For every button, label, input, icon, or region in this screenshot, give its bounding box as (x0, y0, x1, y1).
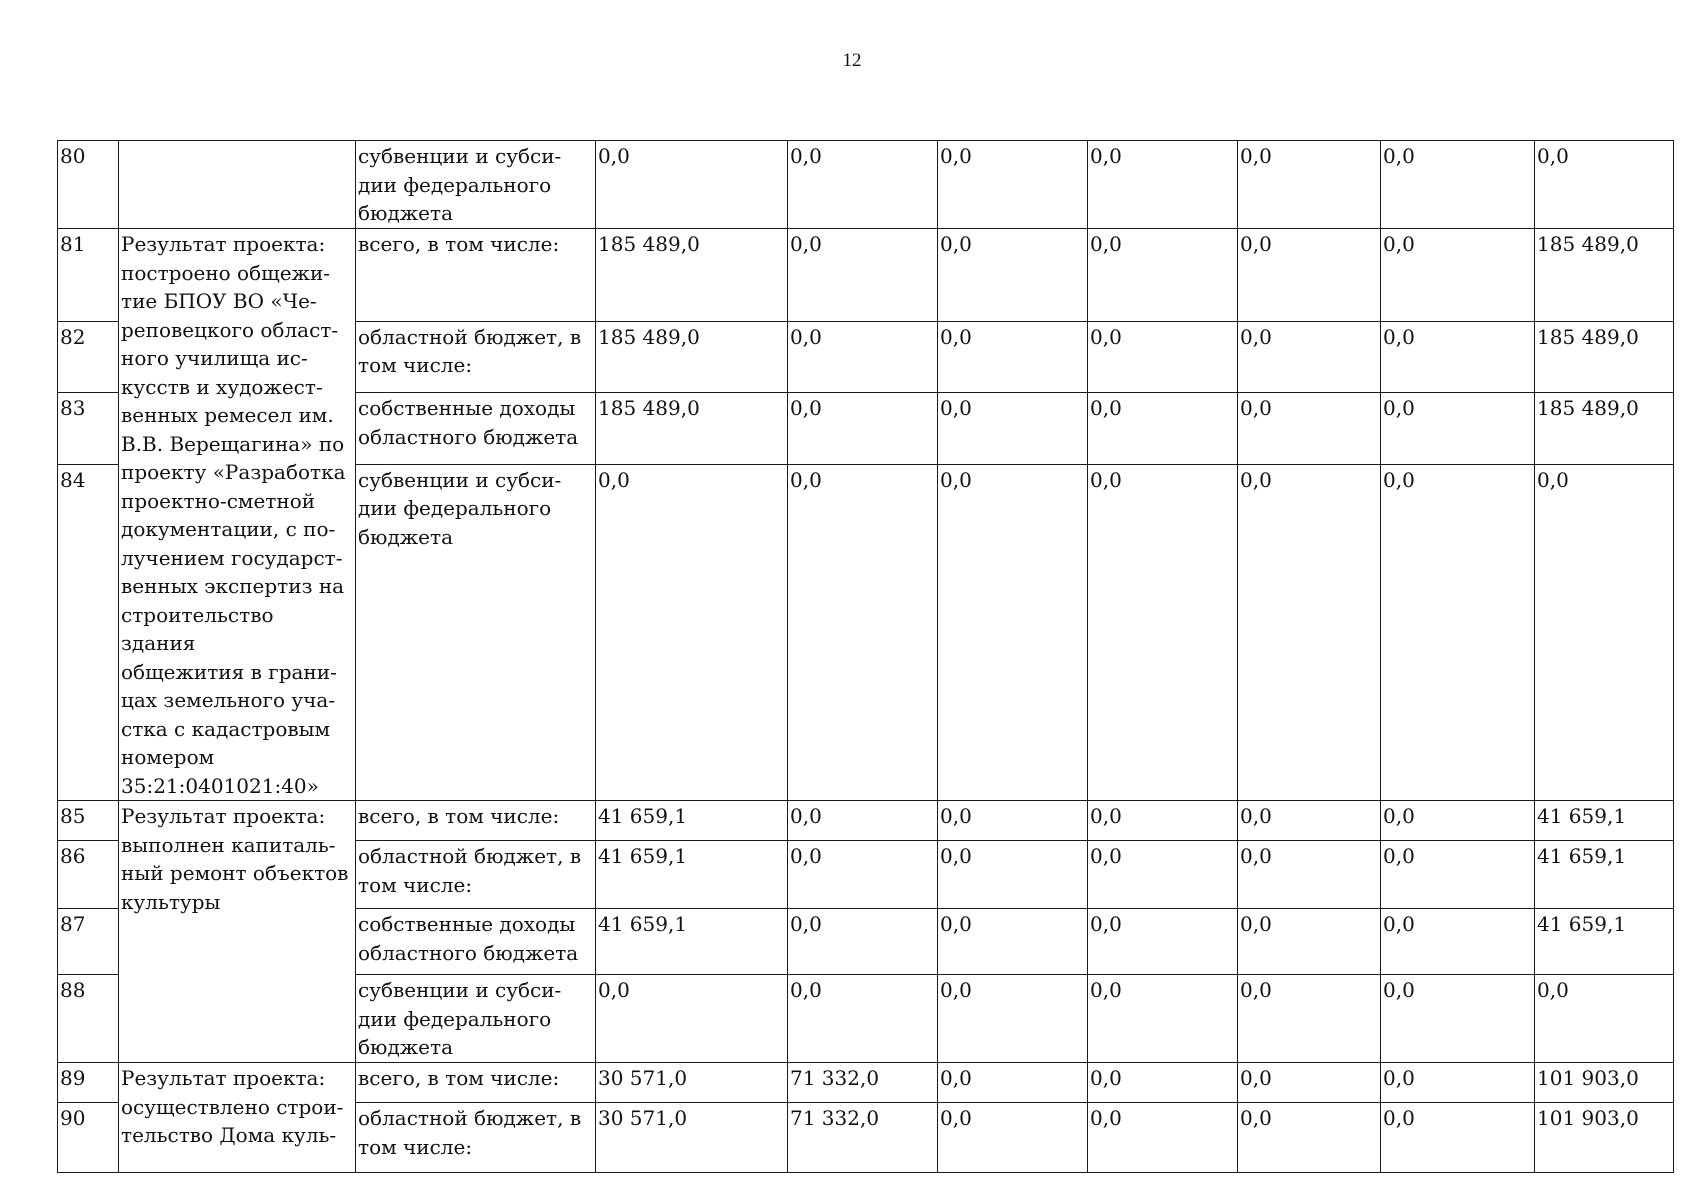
value-cell: 0,0 (1088, 141, 1238, 229)
value-cell: 0,0 (938, 801, 1088, 841)
row-number: 89 (58, 1063, 119, 1103)
value-cell: 0,0 (1238, 464, 1381, 800)
value-cell: 0,0 (938, 229, 1088, 322)
funding-source-text: областной бюджет, в том числе: (358, 844, 582, 897)
value-cell: 0,0 (1088, 229, 1238, 322)
value-total: 41 659,1 (1535, 801, 1674, 841)
value-cell: 0,0 (1088, 321, 1238, 393)
value-cell: 0,0 (938, 909, 1088, 975)
value-cell: 0,0 (1088, 1063, 1238, 1103)
funding-source-label (356, 909, 596, 975)
value-cell: 0,0 (596, 141, 788, 229)
page-number: 12 (842, 50, 862, 71)
value-cell: 0,0 (1381, 801, 1535, 841)
value-total: 0,0 (1535, 975, 1674, 1063)
value-total: 101 903,0 (1535, 1063, 1674, 1103)
value-cell: 71 332,0 (788, 1103, 938, 1173)
value-total: 0,0 (1535, 464, 1674, 800)
project-result-lines: Результат проекта: выполнен капиталь- ный ремонт объектов культуры (121, 804, 349, 914)
value-cell: 0,0 (1088, 464, 1238, 800)
budget-table (57, 140, 1674, 1173)
table-row (58, 801, 1674, 841)
funding-source-label (356, 321, 596, 393)
value-cell: 0,0 (788, 801, 938, 841)
table-body (58, 141, 1674, 1173)
row-number: 82 (58, 321, 119, 393)
value-cell: 0,0 (788, 393, 938, 465)
value-cell: 185 489,0 (596, 229, 788, 322)
value-cell: 0,0 (1381, 393, 1535, 465)
project-result-lines: Результат проекта: осуществлено строи- тельство Дома куль- (121, 1066, 344, 1147)
value-cell: 0,0 (1238, 1063, 1381, 1103)
value-cell: 71 332,0 (788, 1063, 938, 1103)
value-cell: 0,0 (1088, 801, 1238, 841)
value-cell: 0,0 (1381, 1103, 1535, 1173)
value-cell: 0,0 (1381, 975, 1535, 1063)
funding-source-text: субвенции и субси- дии федерального бюджета (358, 144, 562, 225)
row-number: 80 (58, 141, 119, 229)
value-cell: 0,0 (1238, 801, 1381, 841)
value-cell: 0,0 (1238, 229, 1381, 322)
value-total: 41 659,1 (1535, 841, 1674, 909)
value-cell: 0,0 (1381, 1063, 1535, 1103)
value-total: 101 903,0 (1535, 1103, 1674, 1173)
row-number: 88 (58, 975, 119, 1063)
row-number: 86 (58, 841, 119, 909)
funding-source-label (356, 393, 596, 465)
value-cell: 0,0 (1088, 909, 1238, 975)
value-cell: 0,0 (938, 975, 1088, 1063)
funding-source-text: областной бюджет, в том числе: (358, 1106, 582, 1159)
value-cell: 0,0 (938, 141, 1088, 229)
value-cell: 0,0 (1238, 321, 1381, 393)
value-cell: 0,0 (1238, 909, 1381, 975)
value-cell: 0,0 (1088, 393, 1238, 465)
result-cell-empty (119, 141, 356, 229)
project-result-lines: Результат проекта: построено общежи- тие БПОУ ВО «Че- реповецкого област- ного училища ис- кусств и художест- венных ремесел им. В.В. Верещагина» по проекту «Разработка проектно-сметной документации, с по- лучением государст- венных экспертиз на строительство здания общежития в грани- цах земельного уча- стка с кадастровым номером 35:21:0401021:40» (121, 232, 346, 798)
value-cell: 0,0 (788, 229, 938, 322)
funding-source-text: областной бюджет, в том числе: (358, 324, 582, 378)
value-cell: 0,0 (1381, 464, 1535, 800)
value-cell: 41 659,1 (596, 841, 788, 909)
funding-source-label (356, 841, 596, 909)
value-cell: 0,0 (1088, 1103, 1238, 1173)
funding-source-text: субвенции и субси- дии федерального бюджета (358, 467, 562, 549)
row-number: 90 (58, 1103, 119, 1173)
value-cell: 0,0 (1381, 321, 1535, 393)
project-result-text (119, 801, 356, 1063)
value-cell: 0,0 (1381, 229, 1535, 322)
value-total: 185 489,0 (1535, 229, 1674, 322)
value-cell: 0,0 (1238, 141, 1381, 229)
value-cell: 0,0 (1238, 393, 1381, 465)
value-cell: 0,0 (938, 841, 1088, 909)
row-number: 87 (58, 909, 119, 975)
value-cell: 0,0 (938, 1103, 1088, 1173)
value-cell: 0,0 (938, 464, 1088, 800)
funding-source-label (356, 229, 596, 322)
value-cell: 0,0 (1381, 909, 1535, 975)
value-cell: 0,0 (788, 975, 938, 1063)
value-cell: 41 659,1 (596, 801, 788, 841)
value-cell: 0,0 (788, 321, 938, 393)
value-cell: 0,0 (1088, 841, 1238, 909)
value-cell: 0,0 (596, 975, 788, 1063)
value-total: 185 489,0 (1535, 321, 1674, 393)
value-cell: 0,0 (1381, 841, 1535, 909)
value-cell: 0,0 (1238, 841, 1381, 909)
value-cell: 0,0 (1238, 975, 1381, 1063)
project-result-text (119, 229, 356, 801)
value-cell: 0,0 (788, 141, 938, 229)
row-number: 83 (58, 393, 119, 465)
value-cell: 0,0 (1381, 141, 1535, 229)
value-total: 41 659,1 (1535, 909, 1674, 975)
value-cell: 0,0 (788, 464, 938, 800)
funding-source-text: всего, в том числе: (358, 804, 560, 828)
value-cell: 41 659,1 (596, 909, 788, 975)
value-cell: 185 489,0 (596, 393, 788, 465)
value-cell: 185 489,0 (596, 321, 788, 393)
table-row (58, 141, 1674, 229)
funding-source-text: собственные доходы областного бюджета (358, 912, 579, 965)
funding-source-text: всего, в том числе: (358, 232, 560, 256)
project-result-text (119, 1063, 356, 1173)
table-row (58, 1063, 1674, 1103)
value-cell: 0,0 (938, 321, 1088, 393)
funding-source-text: собственные доходы областного бюджета (358, 396, 579, 449)
value-total: 0,0 (1535, 141, 1674, 229)
funding-source-label (356, 1063, 596, 1103)
funding-source-text: субвенции и субси- дии федерального бюджета (358, 978, 562, 1059)
value-cell: 0,0 (938, 1063, 1088, 1103)
row-number: 84 (58, 464, 119, 800)
funding-source-label (356, 975, 596, 1063)
table-row (58, 229, 1674, 322)
funding-source-label (356, 464, 596, 800)
value-cell: 0,0 (938, 393, 1088, 465)
value-cell: 30 571,0 (596, 1103, 788, 1173)
value-cell: 0,0 (1088, 975, 1238, 1063)
value-cell: 0,0 (788, 841, 938, 909)
value-cell: 30 571,0 (596, 1063, 788, 1103)
value-cell: 0,0 (1238, 1103, 1381, 1173)
value-cell: 0,0 (596, 464, 788, 800)
value-total: 185 489,0 (1535, 393, 1674, 465)
funding-source-label (356, 1103, 596, 1173)
row-number: 81 (58, 229, 119, 322)
funding-source-text: всего, в том числе: (358, 1066, 560, 1090)
funding-source-label (356, 801, 596, 841)
value-cell: 0,0 (788, 909, 938, 975)
funding-source-label (356, 141, 596, 229)
row-number: 85 (58, 801, 119, 841)
